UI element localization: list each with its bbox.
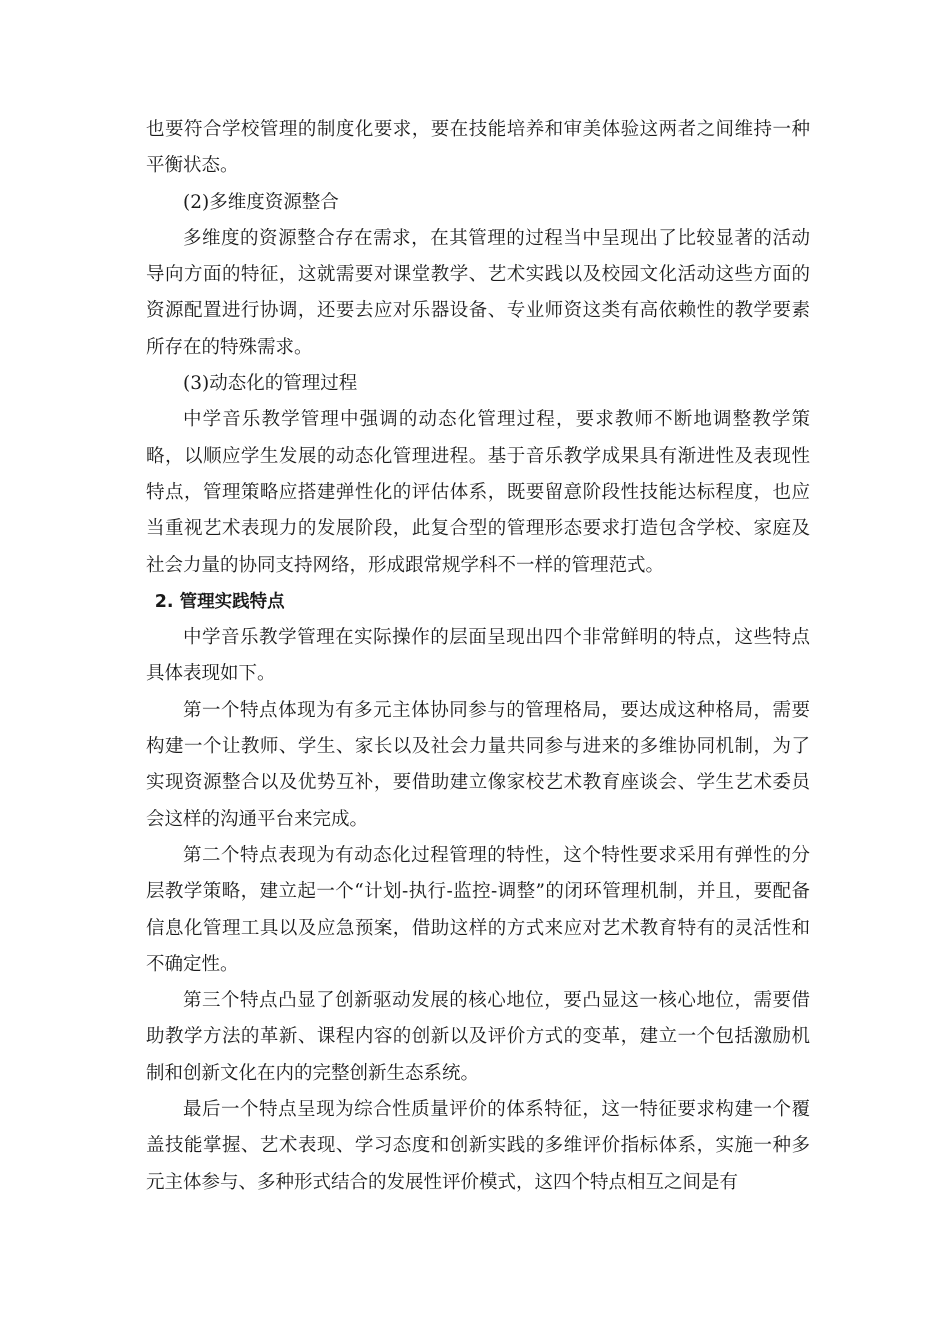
paragraph-continuation: 也要符合学校管理的制度化要求，要在技能培养和审美体验这两者之间维持一种平衡状态。 bbox=[146, 119, 810, 177]
section-heading-practice-features: 2. 管理实践特点 bbox=[154, 591, 285, 612]
document-body bbox=[146, 112, 810, 1201]
subheading-dynamic-management: (3)动态化的管理过程 bbox=[183, 373, 358, 395]
paragraph-dynamic-management: 中学音乐教学管理中强调的动态化管理过程，要求教师不断地调整教学策略，以顺应学生发展的动态化管理进程。基于音乐教学成果具有渐进性及表现性特点，管理策略应搭建弹性化的评估体系，既要留意阶段性技能达标程度，也应当重视艺术表现力的发展阶段，此复合型的管理形态要求打造包含学校、家庭及社会力量的协同支持网络，形成跟常规学科不一样的管理范式。 bbox=[146, 409, 810, 576]
paragraph-practice-intro: 中学音乐教学管理在实际操作的层面呈现出四个非常鲜明的特点，这些特点具体表现如下。 bbox=[146, 627, 810, 685]
paragraph-resource-integration: 多维度的资源整合存在需求，在其管理的过程当中呈现出了比较显著的活动导向方面的特征，这就需要对课堂教学、艺术实践以及校园文化活动这些方面的资源配置进行协调，还要去应对乐器设备、专业师资这类有高依赖性的教学要素所存在的特殊需求。 bbox=[146, 227, 810, 358]
paragraph-feature-four: 最后一个特点呈现为综合性质量评价的体系特征，这一特征要求构建一个覆盖技能掌握、艺术表现、学习态度和创新实践的多维评价指标体系，实施一种多元主体参与、多种形式结合的发展性评价模式，这四个特点相互之间是有 bbox=[146, 1099, 810, 1193]
subheading-resource-integration: (2)多维度资源整合 bbox=[183, 191, 339, 213]
paragraph-feature-two: 第二个特点表现为有动态化过程管理的特性，这个特性要求采用有弹性的分层教学策略，建立起一个“计划-执行-监控-调整”的闭环管理机制，并且，要配备信息化管理工具以及应急预案，借助这样的方式来应对艺术教育特有的灵活性和不确定性。 bbox=[146, 844, 810, 975]
paragraph-feature-one: 第一个特点体现为有多元主体协同参与的管理格局，要达成这种格局，需要构建一个让教师、学生、家长以及社会力量共同参与进来的多维协同机制，为了实现资源整合以及优势互补，要借助建立像家校艺术教育座谈会、学生艺术委员会这样的沟通平台来完成。 bbox=[146, 699, 810, 830]
paragraph-feature-three: 第三个特点凸显了创新驱动发展的核心地位，要凸显这一核心地位，需要借助教学方法的革新、课程内容的创新以及评价方式的变革，建立一个包括激励机制和创新文化在内的完整创新生态系统。 bbox=[146, 990, 810, 1084]
